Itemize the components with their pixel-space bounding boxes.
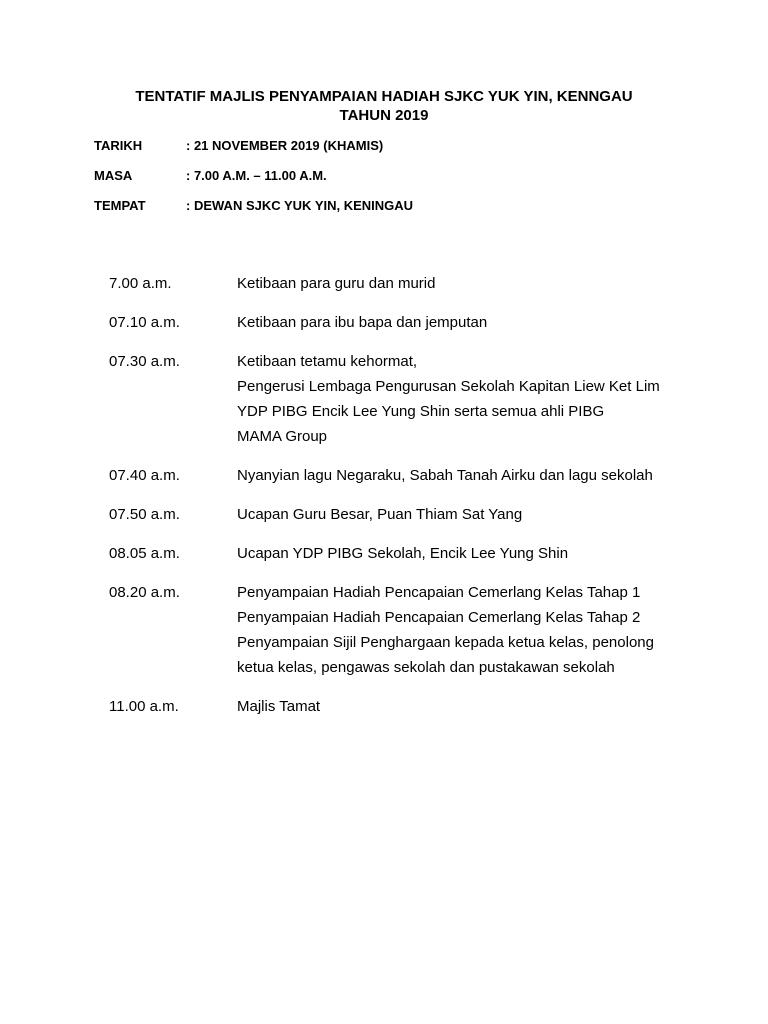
schedule-item: [109, 463, 709, 488]
document-title-year: TAHUN 2019: [339, 107, 429, 124]
schedule-description: [237, 502, 709, 527]
schedule-line: ketua kelas, pengawas sekolah dan pustakawan sekolah: [237, 659, 615, 676]
schedule-time: 11.00 a.m.: [109, 698, 179, 715]
schedule-line: Penyampaian Hadiah Pencapaian Cemerlang Kelas Tahap 2: [237, 609, 641, 626]
schedule-description: [237, 463, 709, 488]
schedule-line: Penyampaian Hadiah Pencapaian Cemerlang Kelas Tahap 1: [237, 584, 641, 601]
meta-label: MASA: [94, 168, 133, 183]
schedule-time: 07.10 a.m.: [109, 314, 180, 331]
schedule-item: [109, 541, 709, 566]
schedule-line: Ketibaan para ibu bapa dan jemputan: [237, 314, 488, 331]
meta-value: : 7.00 A.M. – 11.00 A.M.: [186, 168, 327, 183]
schedule-description: [237, 271, 709, 296]
schedule-line: Ucapan YDP PIBG Sekolah, Encik Lee Yung Shin: [237, 545, 569, 562]
schedule-time: 07.50 a.m.: [109, 506, 180, 523]
schedule-item: [109, 580, 709, 680]
schedule-line: Ketibaan para guru dan murid: [237, 275, 436, 292]
schedule-list: [109, 271, 709, 733]
schedule-item: [109, 271, 709, 296]
document-title: TENTATIF MAJLIS PENYAMPAIAN HADIAH SJKC YUK YIN, KENNGAU: [135, 88, 633, 105]
schedule-description: [237, 580, 709, 680]
schedule-item: [109, 310, 709, 335]
schedule-time: 07.30 a.m.: [109, 353, 180, 370]
schedule-line: YDP PIBG Encik Lee Yung Shin serta semua ahli PIBG: [237, 403, 605, 420]
schedule-item: [109, 502, 709, 527]
schedule-line: Pengerusi Lembaga Pengurusan Sekolah Kapitan Liew Ket Lim: [237, 378, 660, 395]
schedule-line: MAMA Group: [237, 428, 328, 445]
schedule-line: Ketibaan tetamu kehormat,: [237, 353, 418, 370]
schedule-item: [109, 349, 709, 449]
schedule-description: [237, 541, 709, 566]
schedule-line: Majlis Tamat: [237, 698, 321, 715]
schedule-description: [237, 310, 709, 335]
schedule-description: [237, 694, 709, 719]
meta-value: : 21 NOVEMBER 2019 (KHAMIS): [186, 138, 384, 153]
schedule-line: Ucapan Guru Besar, Puan Thiam Sat Yang: [237, 506, 523, 523]
meta-label: TARIKH: [94, 138, 143, 153]
schedule-line: Penyampaian Sijil Penghargaan kepada ketua kelas, penolong: [237, 634, 654, 651]
schedule-time: 08.20 a.m.: [109, 584, 180, 601]
meta-label: TEMPAT: [94, 198, 146, 213]
schedule-time: 07.40 a.m.: [109, 467, 180, 484]
meta-value: : DEWAN SJKC YUK YIN, KENINGAU: [186, 198, 414, 213]
schedule-line: Nyanyian lagu Negaraku, Sabah Tanah Airku dan lagu sekolah: [237, 467, 653, 484]
schedule-time: 08.05 a.m.: [109, 545, 180, 562]
schedule-item: [109, 694, 709, 719]
schedule-description: [237, 349, 709, 449]
schedule-time: 7.00 a.m.: [109, 275, 172, 292]
